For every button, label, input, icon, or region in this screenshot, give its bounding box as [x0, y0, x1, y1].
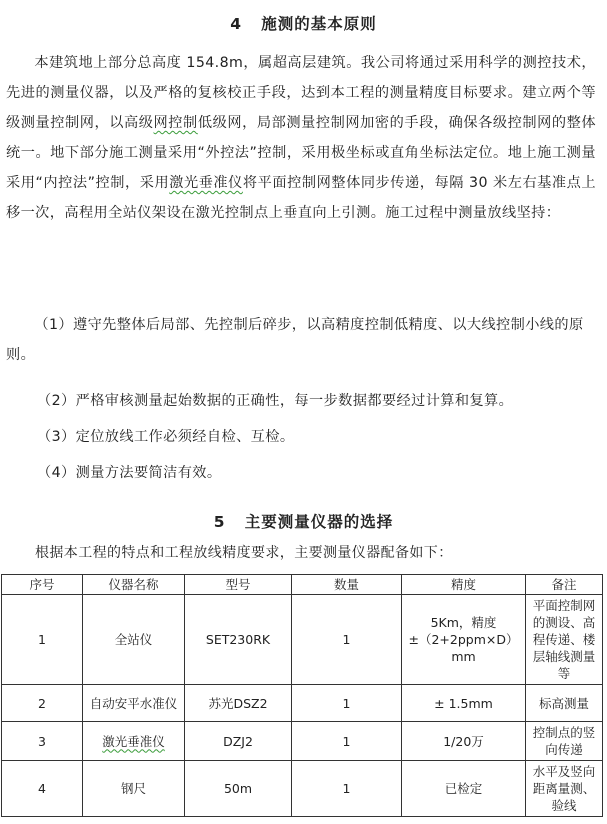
table-row	[2, 685, 603, 722]
cell-model: SET230RK	[185, 595, 292, 685]
cell-instrument-name-text: 激光垂准仪	[102, 733, 165, 749]
table-intro-text: 根据本工程的特点和工程放线精度要求，主要测量仪器配备如下：	[35, 545, 453, 561]
header-quantity: 数量	[292, 575, 402, 595]
intro-text-part-3: 将平面控制网整体同步传递，每隔 30 米左右基准点上移一次，高程用全站仪架设在激光控制点上垂直向上引测。施工过程中测量放线坚持：	[6, 175, 596, 221]
section-4-intro-paragraph	[6, 48, 596, 228]
cell-precision: 5Km，精度±（2+2ppm×D）mm	[402, 595, 526, 685]
table-row	[2, 761, 603, 817]
intro-text-underlined-1: 网控制	[153, 115, 198, 131]
cell-remarks: 标高测量	[526, 685, 603, 722]
table-row	[2, 595, 603, 685]
cell-quantity: 1	[292, 685, 402, 722]
table-row	[2, 722, 603, 761]
principle-item-1: （1）遵守先整体后局部、先控制后碎步，以高精度控制低精度、以大线控制小线的原则。	[6, 317, 584, 363]
header-remarks: 备注	[526, 575, 603, 595]
cell-precision: ± 1.5mm	[402, 685, 526, 722]
intro-text-underlined-2: 激光垂准仪	[169, 175, 243, 191]
cell-model: 苏光DSZ2	[185, 685, 292, 722]
cell-model: 50m	[185, 761, 292, 817]
header-model: 型号	[185, 575, 292, 595]
cell-index: 4	[2, 761, 83, 817]
header-index: 序号	[2, 575, 83, 595]
cell-index: 1	[2, 595, 83, 685]
section-4-heading: 4 施测的基本原则	[230, 15, 377, 33]
cell-index: 2	[2, 685, 83, 722]
cell-instrument-name: 全站仪	[83, 595, 185, 685]
cell-instrument-name: 自动安平水准仪	[83, 685, 185, 722]
cell-quantity: 1	[292, 595, 402, 685]
header-instrument-name: 仪器名称	[83, 575, 185, 595]
cell-instrument-name	[83, 722, 185, 761]
cell-model: DZJ2	[185, 722, 292, 761]
principle-item-2: （2）严格审核测量起始数据的正确性，每一步数据都要经过计算和复算。	[37, 393, 514, 409]
section-5-heading: 5 主要测量仪器的选择	[213, 513, 394, 531]
table-header-row	[2, 575, 603, 595]
header-precision: 精度	[402, 575, 526, 595]
cell-index: 3	[2, 722, 83, 761]
intro-text-part-1: 本建筑地上部分总高度 154.8m，属超高层建筑。我公司将通过采用科学的测控技术，先进的测量仪器，以及严格的复核校正手段，达到本工程的测量精度目标要求。建立两个等级测量控制网，以高级	[6, 55, 596, 131]
cell-quantity: 1	[292, 722, 402, 761]
cell-remarks: 水平及竖向距离量测、验线	[526, 761, 603, 817]
instrument-table	[1, 574, 603, 817]
cell-quantity: 1	[292, 761, 402, 817]
principle-item-3: （3）定位放线工作必须经自检、互检。	[37, 429, 295, 445]
cell-remarks: 控制点的竖向传递	[526, 722, 603, 761]
cell-precision: 已检定	[402, 761, 526, 817]
intro-text-part-2: 低级网，局部测量控制网加密的手段，确保各级控制网的整体统一。地下部分施工测量采用“外控法”控制，采用极坐标或直角坐标法定位。地上施工测量采用“内控法”控制，采用	[6, 115, 596, 191]
cell-instrument-name: 钢尺	[83, 761, 185, 817]
cell-remarks: 平面控制网的测设、高程传递、楼层轴线测量等	[526, 595, 603, 685]
cell-precision: 1/20万	[402, 722, 526, 761]
principle-item-4: （4）测量方法要简洁有效。	[37, 465, 222, 481]
